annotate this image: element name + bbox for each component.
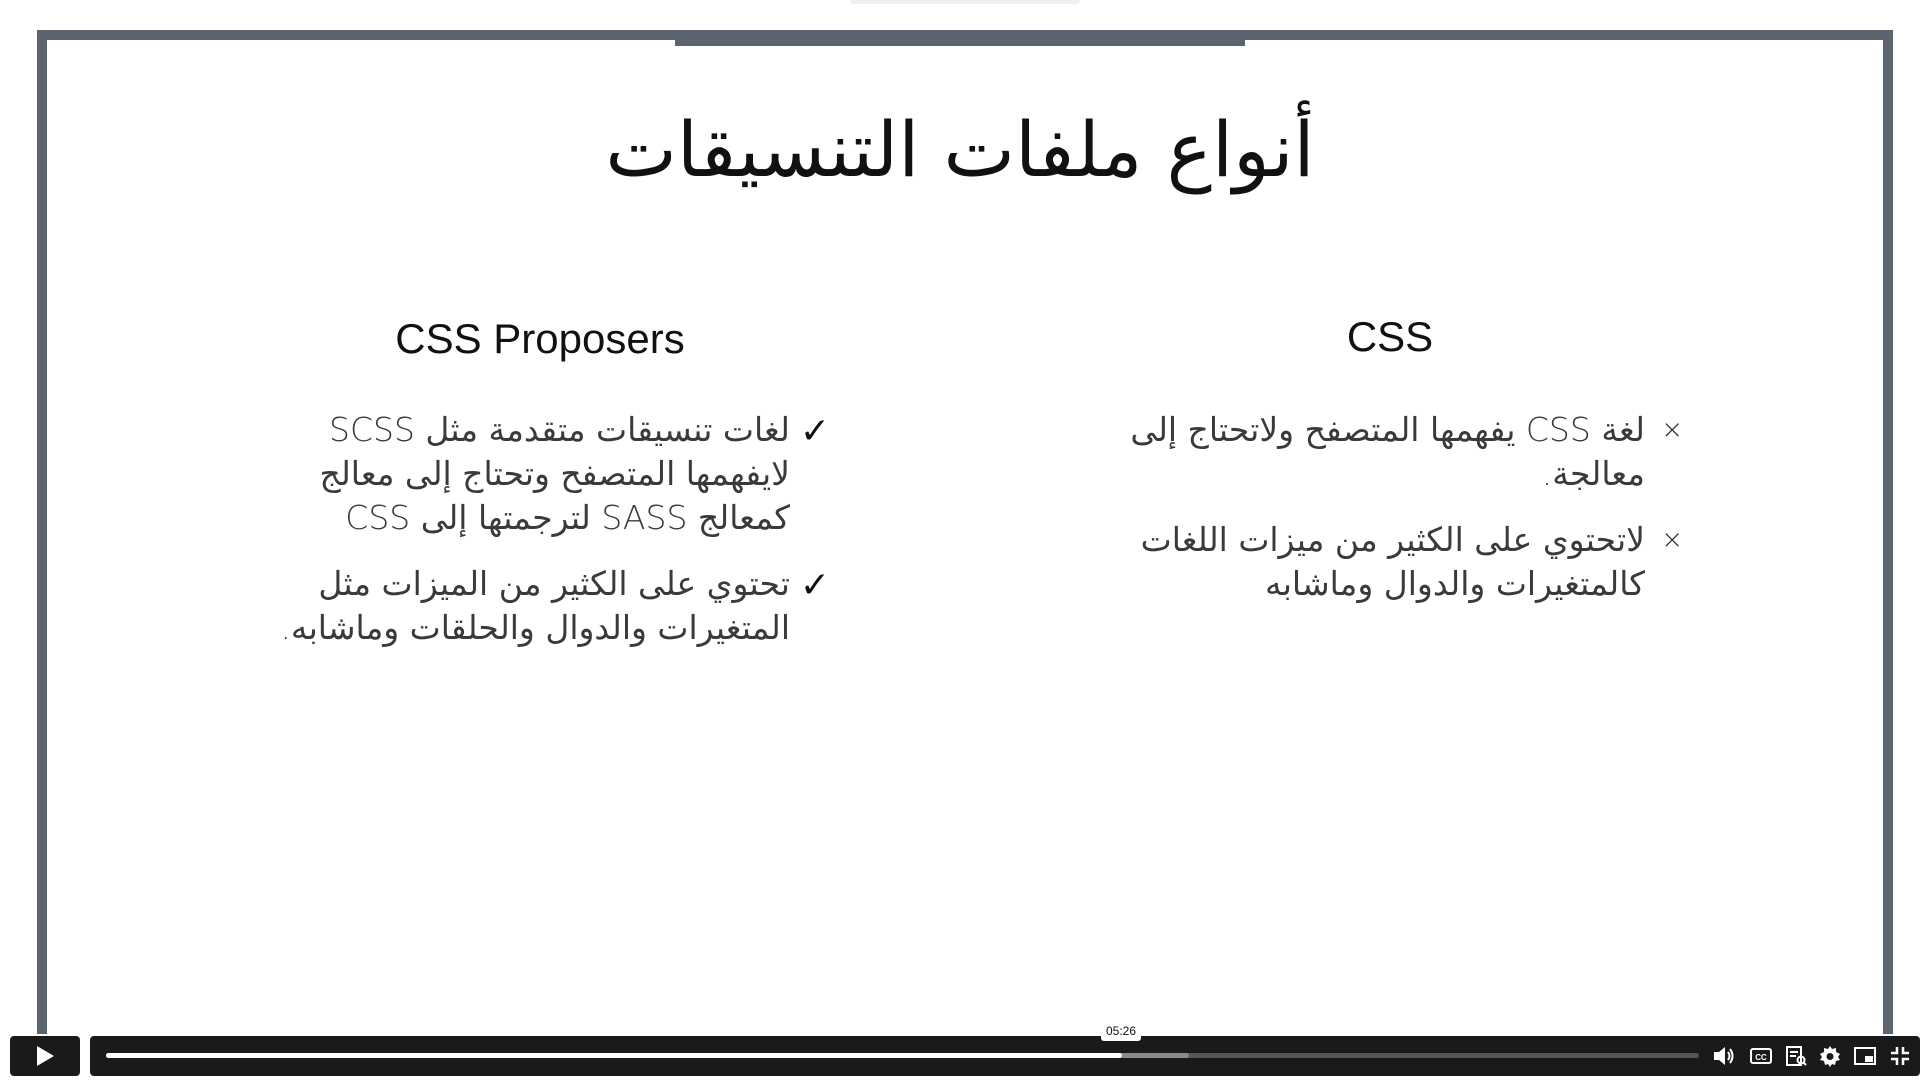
- time-tooltip: 05:26: [1101, 1021, 1141, 1041]
- right-bullet-list: [1120, 408, 1683, 628]
- check-icon: ✓: [799, 565, 830, 606]
- cross-icon: ×: [1661, 525, 1683, 555]
- settings-button[interactable]: [1816, 1043, 1844, 1069]
- captions-button[interactable]: [1747, 1043, 1775, 1069]
- right-column-heading: CSS: [1346, 313, 1434, 360]
- left-bullet-text: لغات تنسيقات متقدمة مثل SCSS لايفهمها المتصفح وتحتاج إلى معالج كمعالج SASS لترجمتها إلى CSS: [319, 410, 790, 537]
- left-bullet-item: [255, 562, 830, 650]
- cross-icon: ×: [1661, 415, 1683, 445]
- left-bullet-list: [255, 408, 830, 672]
- right-bullet-item: [1120, 518, 1683, 606]
- left-bullet-item: [255, 408, 830, 540]
- captions-icon: [1749, 1046, 1773, 1066]
- right-bullet-item: [1120, 408, 1683, 496]
- slide-title: أنواع ملفات التنسيقات: [605, 105, 1315, 194]
- volume-button[interactable]: [1710, 1043, 1738, 1069]
- svg-text:CC: CC: [1755, 1053, 1767, 1062]
- slide-top-bar: [675, 30, 1245, 46]
- exit-fullscreen-button[interactable]: [1886, 1043, 1914, 1069]
- right-bullet-text: لاتحتوي على الكثير من ميزات اللغات كالمتغيرات والدوال وماشابه: [1140, 520, 1645, 603]
- transcript-button[interactable]: [1782, 1043, 1810, 1069]
- left-column-heading: CSS Proposers: [395, 315, 685, 362]
- top-pill: [850, 0, 1080, 4]
- check-icon: ✓: [799, 411, 830, 452]
- left-bullet-text: تحتوي على الكثير من الميزات مثل المتغيرات والدوال والحلقات وماشابه.: [280, 564, 790, 647]
- play-icon: [34, 1044, 56, 1068]
- play-button[interactable]: [10, 1036, 80, 1076]
- pip-icon: [1853, 1046, 1877, 1066]
- transcript-icon: [1784, 1045, 1808, 1067]
- settings-icon: [1818, 1044, 1842, 1068]
- pip-button[interactable]: [1851, 1043, 1879, 1069]
- right-bullet-text: لغة CSS يفهمها المتصفح ولاتحتاج إلى معالجة.: [1130, 410, 1645, 493]
- volume-icon: [1712, 1045, 1736, 1067]
- exit-fullscreen-icon: [1889, 1045, 1911, 1067]
- progress-fill[interactable]: [106, 1053, 1122, 1058]
